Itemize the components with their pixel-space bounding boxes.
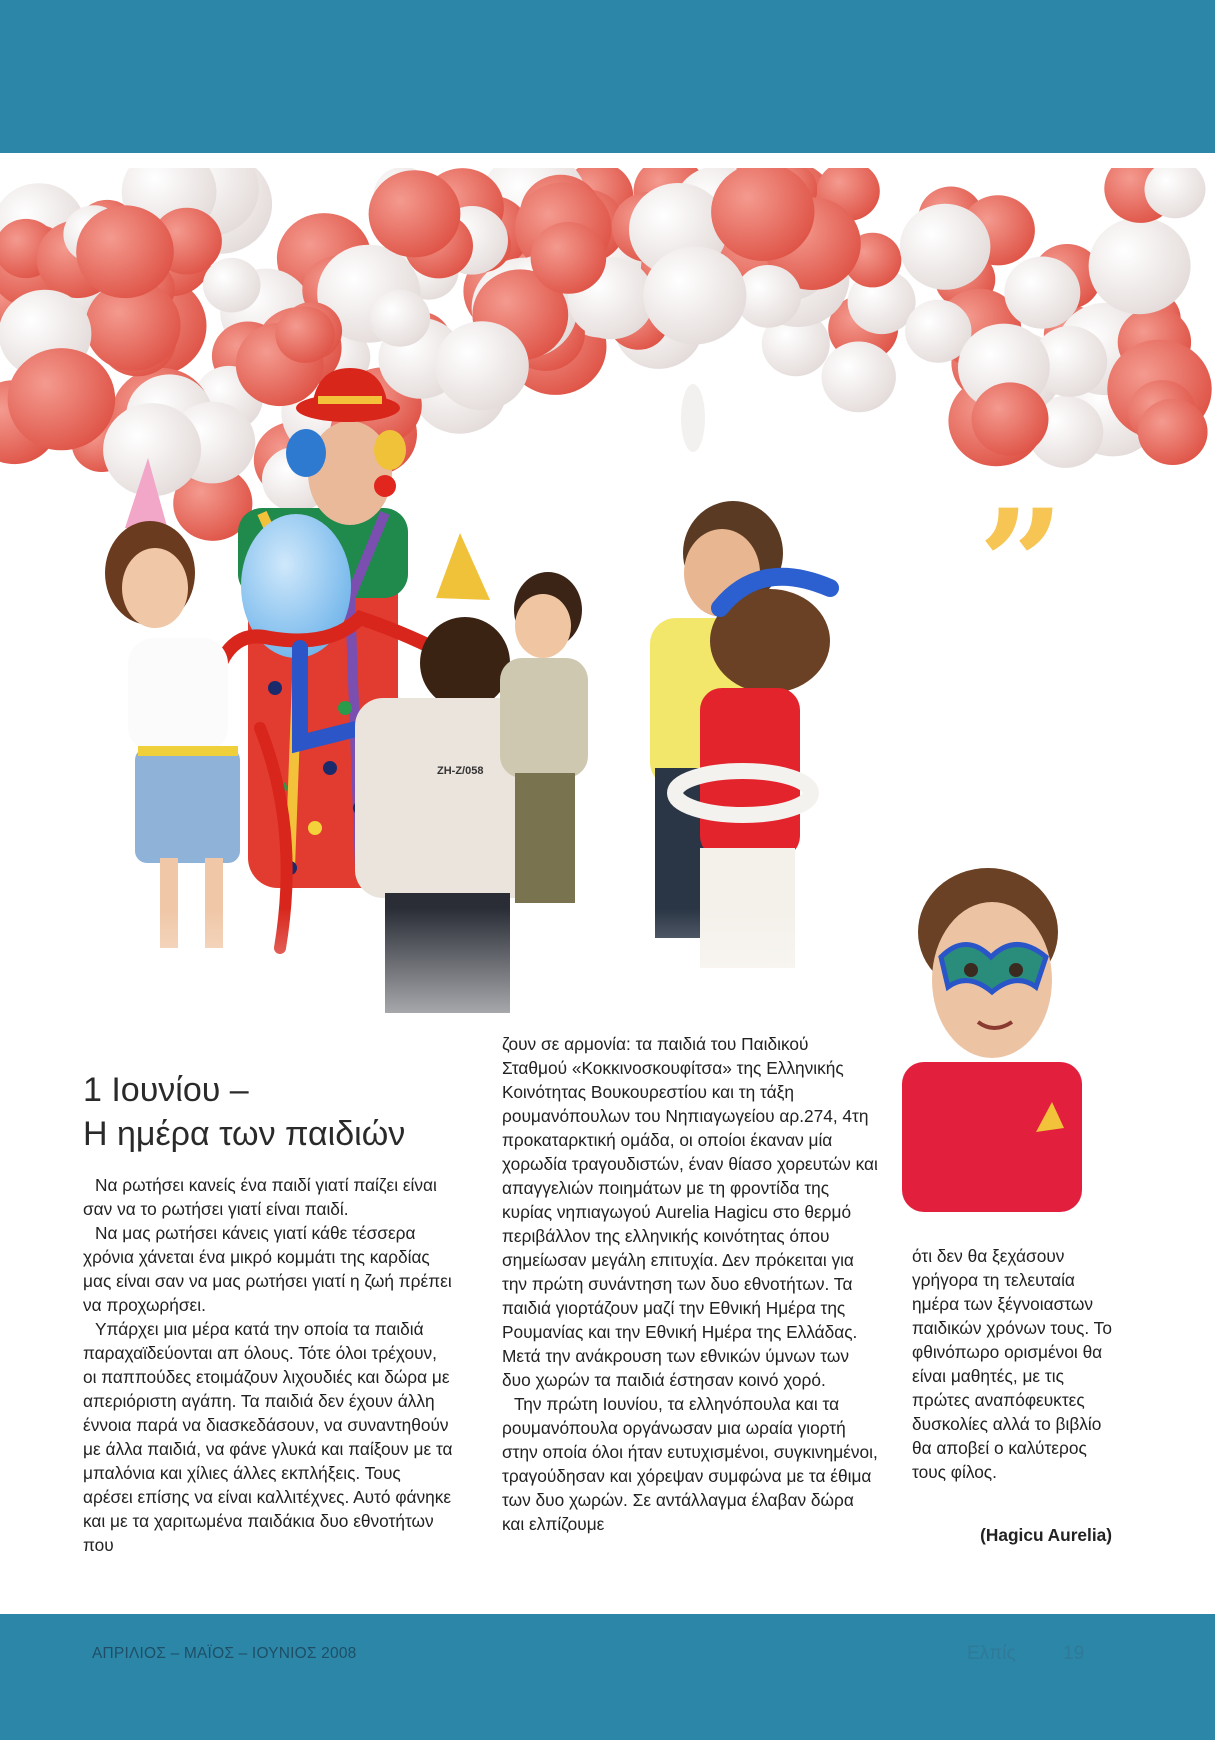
- balloon: [369, 170, 461, 257]
- article-title: [83, 1068, 405, 1156]
- balloon: [8, 348, 116, 450]
- balloon: [972, 382, 1049, 455]
- balloon: [822, 342, 896, 413]
- balloon: [643, 246, 746, 344]
- balloon: [275, 307, 334, 363]
- balloon: [900, 204, 991, 290]
- paragraph: Να μας ρωτήσει κάνεις γιατί κάθε τέσσερα χρόνια χάνεται ένα μικρό κομμάτι της καρδίας μας είναι σαν να μας ρωτήσει γιατί η ζωή πρέπει να προχωρήσει.: [83, 1223, 452, 1315]
- author-signature: (Hagicu Aurelia): [980, 1525, 1112, 1545]
- balloon: [76, 205, 174, 298]
- balloon: [435, 321, 529, 410]
- balloon: [531, 222, 607, 294]
- text-column-1: [83, 1173, 453, 1557]
- balloon: [1004, 257, 1080, 329]
- paragraph: ότι δεν θα ξεχάσουν γρήγορα τη τελευταία ημέρα των ξέγνοιαστων παιδικών χρόνων τους. Το φθινόπωρο ορισμένοι θα είναι μαθητές, με τις πρώτες αναπόφευκτες δυσκολίες αλλά το βιβλίο θα αποβεί ο καλύτερος τους φίλος.: [912, 1246, 1112, 1482]
- balloon: [1089, 217, 1191, 314]
- paragraph: Να ρωτήσει κανείς ένα παιδί γιατί παίζει είναι σαν να το ρωτήσει γιατί είναι παιδί.: [83, 1175, 437, 1219]
- text-column-3: [912, 1244, 1122, 1484]
- closing-quote-icon: ”: [978, 477, 1047, 653]
- title-line-2: Η ημέρα των παιδιών: [83, 1115, 406, 1153]
- footer-magazine-name: Ελπίς: [967, 1643, 1016, 1664]
- title-line-1: 1 Ιουνίου –: [83, 1071, 249, 1109]
- top-color-band: [0, 0, 1215, 153]
- text-column-2: [502, 1032, 878, 1536]
- page-number: 19: [1063, 1643, 1085, 1664]
- face-paint-photo: [896, 862, 1096, 1212]
- paragraph: Υπάρχει μια μέρα κατά την οποία τα παιδιά παραχαϊδεύονται απ όλους. Τότε όλοι τρέχουν, οι παππούδες ετοιμάζουν λιχουδιές και δώρα με απεριόριστη αγάπη. Τα παιδιά δεν έχουν άλλη έννοια παρά να διασκεδάσουν, να συναντηθούν με άλλα παιδιά, να φάνε γλυκά και παίξουν με τα μπαλόνια και χίλιες άλλες εκπλήξεις. Τους αρέσει επίσης να είναι καλλιτέχνες. Αυτό φάνηκε και με τα χαριτωμένα παιδάκια δυο εθνοτήτων που: [83, 1319, 453, 1555]
- balloon: [1138, 399, 1208, 465]
- kids-right: [650, 384, 830, 968]
- paragraph: ζουν σε αρμονία: τα παιδιά του Παιδικού Σταθμού «Κοκκινοσκουφίτσα» της Ελληνικής Κοινότητας Βουκουρεστίου και τη τάξη ρουμανόπουλων του Νηπιαγωγείου αρ.274, 4τη προκαταρκτική ομάδα, οι οποίοι έκαναν μία χορωδία τραγουδιστών, έναν θίασο χορευτών και απαγγελιών ποιημάτων με τη φροντίδα της κυρίας νηπιαγωγού Aurelia Hagicu στο θερμό περιβάλλον της ελληνικής κοινότητας όπου σημείωσαν μεγάλη επιτυχία. Δεν πρόκειται για την πρώτη συνάντηση των δυο εθνοτήτων. Τα παιδιά γιορτάζουν μαζί την Εθνική Ημέρα της Ρουμανίας και την Εθνική Ημέρα της Ελλάδας. Μετά την ανάκρουση των εθνικών ύμνων των δυο χωρών τα παιδιά έστησαν κοινό χορό.: [502, 1034, 878, 1390]
- bottom-color-band: [0, 1614, 1215, 1740]
- paragraph: Την πρώτη Ιουνίου, τα ελληνόπουλα και τα ρουμανόπουλα οργάνωσαν μια ωραία γιορτή στην οποία όλοι ήταν ευτυχισμένοι, συγκινημένοι, τραγούδησαν και χόρεψαν συμφώνα με τα έθιμα των δυο χωρών. Σε αντάλλαγμα έλαβαν δώρα και ελπίζουμε: [502, 1394, 878, 1534]
- balloon: [370, 290, 430, 347]
- balloon: [203, 258, 261, 313]
- shirt-text: ZH-Z/058: [437, 765, 484, 777]
- footer-issue-date: ΑΠΡΙΛΙΟΣ – ΜΑΪΟΣ – ΙΟΥΝΙΟΣ 2008: [92, 1645, 357, 1662]
